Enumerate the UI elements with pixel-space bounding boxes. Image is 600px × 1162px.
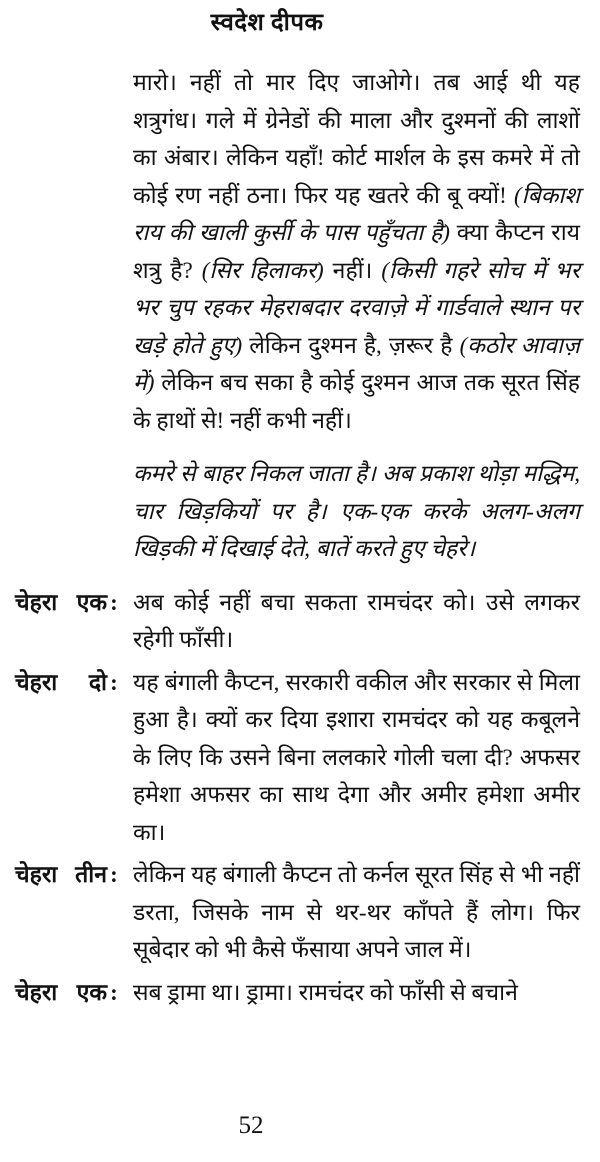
stage-note-inline: (किसी गहरे सोच में भर भर चुप रहकर मेहराबदार दरवाज़े में गार्डवाले स्थान पर खड़े होते हुए) bbox=[133, 257, 580, 358]
monologue-text: लेकिन दुश्मन है, ज़रूर है bbox=[242, 332, 460, 358]
stage-note-inline: (कठोर आवाज़ में) bbox=[133, 332, 580, 395]
speaker-colon: : bbox=[110, 589, 118, 615]
dialogue-row bbox=[0, 664, 600, 852]
speaker-colon: : bbox=[110, 669, 118, 695]
speaker-label: चेहरा एक bbox=[15, 979, 107, 1005]
monologue-text: क्या कैप्टन राय शत्रु है? bbox=[133, 220, 580, 283]
dialogue-list bbox=[0, 584, 600, 1012]
speaker-colon: : bbox=[110, 979, 118, 1005]
page-number: 52 bbox=[238, 1112, 264, 1139]
stage-note-inline: (सिर हिलाकर) bbox=[201, 257, 324, 283]
monologue-text: मारो। नहीं तो मार दिए जाओगे। तब आई थी यह शत्रुगंध। गले में ग्रेनेडों की माला और दुश्मनों की लाशों का अंबार। लेकिन यहाँ! कोर्ट मार्शल के इस कमरे में तो कोई रण नहीं ठना। फिर यह खतरे की बू क्यों! bbox=[133, 70, 580, 208]
dialogue-text: यह बंगाली कैप्टन, सरकारी वकील और सरकार से मिला हुआ है। क्यों कर दिया इशारा रामचंदर को यह कबूलने के लिए कि उसने बिना ललकारे गोली चला दी? अफसर हमेशा अफसर का साथ देगा और अमीर हमेशा अमीर का। bbox=[133, 669, 580, 845]
dialogue-text: सब ड्रामा था। ड्रामा। रामचंदर को फाँसी से बचाने bbox=[133, 979, 518, 1005]
speaker-colon: : bbox=[110, 862, 118, 887]
dialogue-text: लेकिन यह बंगाली कैप्टन तो कर्नल सूरत सिंह से भी नहीं डरता, जिसके नाम से थर-थर काँपते हैं लोग। फिर सूबेदार को भी कैसे फँसाया अपने जाल में। bbox=[133, 862, 580, 962]
monologue-text: नहीं। bbox=[323, 257, 382, 283]
dialogue-row bbox=[0, 974, 600, 1012]
monologue-paragraph bbox=[133, 64, 580, 439]
speaker-label: चेहरा दो bbox=[15, 669, 107, 695]
page-header-title: स्वदेश दीपक bbox=[210, 10, 324, 36]
monologue-text: लेकिन बच सका है कोई दुश्मन आज तक सूरत सिंह के हाथों से! नहीं कभी नहीं। bbox=[133, 370, 580, 433]
stage-note-inline: (बिकाश राय की खाली कुर्सी के पास पहुँचता है) bbox=[133, 182, 580, 245]
speaker-label: चेहरा एक bbox=[15, 589, 107, 615]
dialogue-row bbox=[0, 856, 600, 969]
dialogue-row bbox=[0, 584, 600, 659]
speaker-label: चेहरा तीन bbox=[15, 862, 107, 887]
dialogue-text: अब कोई नहीं बचा सकता रामचंदर को। उसे लगकर रहेगी फाँसी। bbox=[133, 589, 580, 652]
stage-direction-paragraph: कमरे से बाहर निकल जाता है। अब प्रकाश थोड़ा मद्धिम, चार खिड़कियों पर है। एक-एक करके अलग-अलग खिड़की में दिखाई देते, बातें करते हुए चेहरे। bbox=[133, 461, 580, 561]
